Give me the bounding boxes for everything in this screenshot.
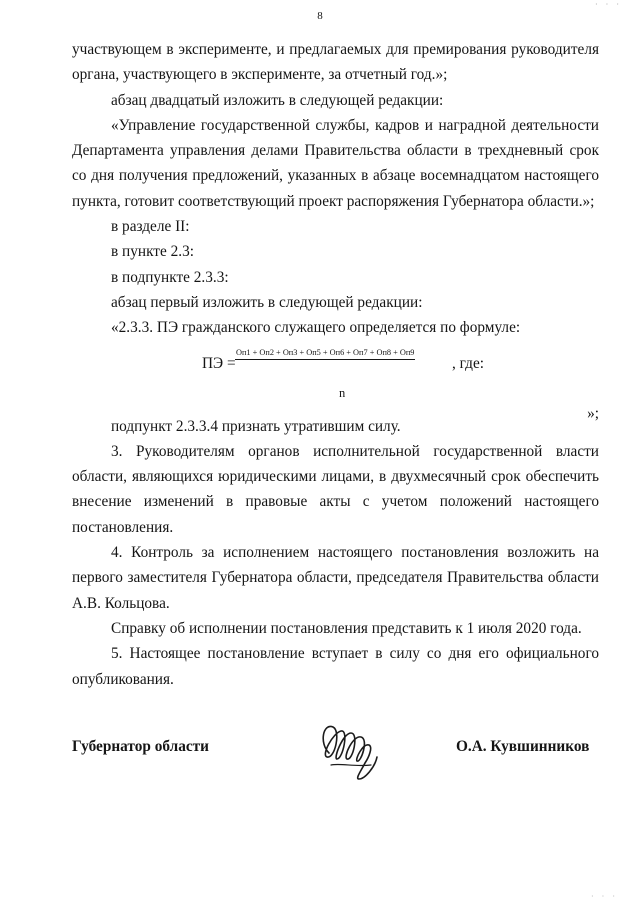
signatory-title: Губернатор области xyxy=(72,738,209,755)
paragraph: 4. Контроль за исполнением настоящего постановления возложить на первого заместителя Губернатора области, председателя Правительства области А.В. Кольцова. xyxy=(72,544,599,612)
paragraph: в разделе II: xyxy=(111,218,190,236)
paragraph: абзац двадцатый изложить в следующей редакции: xyxy=(111,91,444,109)
formula-suffix: , где: xyxy=(452,354,484,372)
formula-lhs: ПЭ = xyxy=(202,354,236,372)
paragraph: абзац первый изложить в следующей редакции: xyxy=(111,293,423,311)
formula-denominator: n xyxy=(339,385,346,400)
paragraph: в пункте 2.3: xyxy=(111,243,194,261)
paragraph: «Управление государственной службы, кадров и наградной деятельности Департамента управления делами Правительства области в трехдневный срок со дня получения предложений, указанных в абзаце восемнадцатом настоящего пункта, готовит соответствующий проект распоряжения Губернатора области.»; xyxy=(72,116,599,210)
page-number: 8 xyxy=(317,10,323,22)
signature-icon xyxy=(315,713,387,785)
paragraph: участвующем в эксперименте, и предлагаемых для премирования руководителя органа, участвующего в эксперименте, за отчетный год.»; xyxy=(72,41,599,84)
paragraph: Справку об исполнении постановления представить к 1 июля 2020 года. xyxy=(111,619,582,637)
paragraph: 3. Руководителям органов исполнительной государственной власти области, являющихся юридическими лицами, в двухмесячный срок обеспечить внесение изменений в правовые акты с учетом положений настоящего постановления. xyxy=(72,442,599,536)
signatory-name: О.А. Кувшинников xyxy=(456,738,590,755)
paragraph: «2.3.3. ПЭ гражданского служащего определяется по формуле: xyxy=(111,319,521,337)
paragraph: в подпункте 2.3.3: xyxy=(111,268,229,286)
paragraph: 5. Настоящее постановление вступает в силу со дня его официального опубликования. xyxy=(72,645,599,688)
paragraph: подпункт 2.3.3.4 признать утратившим силу. xyxy=(111,417,401,435)
scan-mark-top: · · · xyxy=(595,0,622,9)
scan-mark-bottom: · · · xyxy=(591,892,618,901)
document-body xyxy=(72,37,599,692)
formula xyxy=(72,341,599,422)
formula-closing: »; xyxy=(587,404,599,422)
formula-numerator: Оп1 + Оп2 + Оп3 + Оп5 + Оп6 + Оп7 + Оп8 + Оп9 xyxy=(235,347,415,360)
